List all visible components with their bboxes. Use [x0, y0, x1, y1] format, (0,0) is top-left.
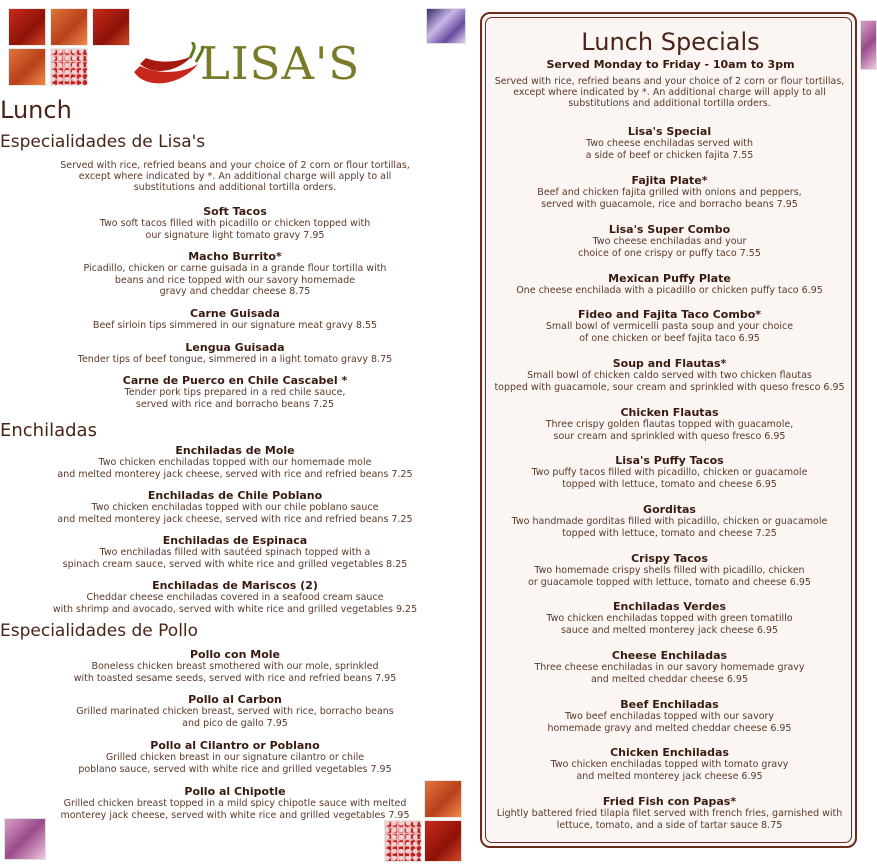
item-name: Pollo al Cilantro or Poblano — [150, 739, 320, 752]
item-name: Soup and Flautas* — [612, 357, 727, 370]
item-description: Two cheese enchiladas and your choice of one crispy or puffy taco 7.55 — [578, 236, 761, 259]
item-name: Chicken Flautas — [620, 406, 719, 419]
item-description: Two homemade crispy shells filled with picadillo, chicken or guacamole topped with lettuce, tomato and cheese 6.95 — [528, 565, 811, 588]
item-description: Grilled chicken breast in our signature cilantro or chile poblano sauce, served with white rice and grilled vegetables 7.95 — [78, 752, 392, 775]
item-description: Two cheese enchiladas served with a side of beef or chicken fajita 7.55 — [585, 138, 754, 161]
specials-title: Lunch Specials — [581, 28, 760, 56]
item-name: Fried Fish con Papas* — [602, 795, 737, 808]
section-title-enchiladas: Enchiladas — [0, 420, 97, 441]
menu-item — [30, 739, 440, 775]
menu-item — [30, 307, 440, 332]
item-description: Grilled chicken breast topped in a mild spicy chipotle sauce with melted monterey jack cheese, served with white rice and grilled vegetables 7.95 — [60, 798, 410, 821]
item-description: Tender tips of beef tongue, simmered in a light tomato gravy 8.75 — [77, 354, 393, 365]
item-name: Macho Burrito* — [188, 250, 282, 263]
item-name: Cheese Enchiladas — [611, 649, 728, 662]
item-name: Fideo and Fajita Taco Combo* — [578, 308, 761, 321]
special-item — [492, 223, 847, 259]
item-name: Fajita Plate* — [631, 174, 708, 187]
decorative-tile — [384, 820, 422, 862]
item-name: Enchiladas de Mariscos (2) — [152, 579, 318, 592]
decorative-tile — [4, 818, 46, 860]
special-item — [492, 503, 847, 539]
item-name: Beef Enchiladas — [620, 698, 719, 711]
menu-item — [30, 579, 440, 615]
special-item — [492, 406, 847, 442]
decorative-tile — [424, 820, 462, 862]
special-item — [492, 272, 847, 297]
menu-item — [30, 205, 440, 241]
special-item — [492, 600, 847, 636]
item-description: One cheese enchilada with a picadillo or chicken puffy taco 6.95 — [516, 285, 823, 296]
item-description: Three crispy golden flautas topped with guacamole, sour cream and sprinkled with queso fresco 6.95 — [545, 419, 794, 442]
item-description: Two puffy tacos filled with picadillo, chicken or guacamole topped with lettuce, tomato and cheese 6.95 — [531, 467, 808, 490]
specials-intro: Served with rice, refried beans and your choice of 2 corn or flour tortillas, except where indicated by *. An additional charge will apply to all substitutions and additional tortilla orders. — [494, 76, 845, 109]
chili-pepper-icon — [126, 42, 206, 92]
menu-item — [30, 489, 440, 525]
menu-item — [30, 444, 440, 480]
special-item — [492, 746, 847, 782]
item-name: Enchiladas Verdes — [612, 600, 726, 613]
item-description: Two chicken enchiladas topped with our homemade mole and melted monterey jack cheese, served with rice and refried beans 7.25 — [57, 457, 413, 480]
special-item — [492, 125, 847, 161]
item-description: Small bowl of chicken caldo served with two chicken flautas topped with guacamole, sour cream and sprinkled with queso fresco 6.95 — [494, 370, 845, 393]
item-name: Lisa's Puffy Tacos — [615, 454, 724, 467]
item-description: Tender pork tips prepared in a red chile sauce, served with rice and borracho beans 7.25 — [124, 387, 346, 410]
special-item — [492, 308, 847, 344]
section-title-pollo: Especialidades de Pollo — [0, 621, 199, 641]
item-description: Two beef enchiladas topped with our savory homemade gravy and melted cheddar cheese 6.95 — [547, 711, 792, 734]
item-name: Lisa's Super Combo — [608, 223, 731, 236]
lunch-specials-panel — [480, 12, 857, 848]
menu-item — [30, 785, 440, 821]
item-name: Chicken Enchiladas — [610, 746, 729, 759]
item-name: Pollo con Mole — [189, 648, 281, 661]
special-item — [492, 454, 847, 490]
special-item — [492, 698, 847, 734]
specials-subtitle: Served Monday to Friday - 10am to 3pm — [546, 58, 795, 71]
section-intro: Served with rice, refried beans and your choice of 2 corn or flour tortillas, except where indicated by *. An additional charge will apply to all substitutions and additional tortilla orders. — [60, 160, 410, 193]
item-name: Enchiladas de Espinaca — [162, 534, 308, 547]
item-name: Soft Tacos — [203, 205, 267, 218]
restaurant-logo — [126, 36, 361, 98]
lunch-title: Lunch — [0, 96, 72, 124]
decorative-tile — [50, 48, 88, 86]
item-description: Two chicken enchiladas topped with our chile poblano sauce and melted monterey jack cheese, served with rice and refried beans 7.25 — [57, 502, 413, 525]
item-name: Pollo al Chipotle — [184, 785, 286, 798]
item-name: Mexican Puffy Plate — [608, 272, 731, 285]
item-name: Carne de Puerco en Chile Cascabel * — [122, 374, 348, 387]
special-item — [492, 552, 847, 588]
decorative-tile — [8, 8, 46, 46]
decorative-tile — [92, 8, 130, 46]
item-description: Two soft tacos filled with picadillo or chicken topped with our signature light tomato gravy 7.95 — [99, 218, 371, 241]
item-description: Two chicken enchiladas topped with tomato gravy and melted monterey jack cheese 6.95 — [550, 759, 789, 782]
item-description: Grilled marinated chicken breast, served with rice, borracho beans and pico de gallo 7.95 — [76, 706, 394, 729]
menu-item — [30, 693, 440, 729]
menu-item — [30, 341, 440, 366]
item-name: Lengua Guisada — [185, 341, 285, 354]
item-description: Beef sirloin tips simmered in our signature meat gravy 8.55 — [92, 320, 378, 331]
item-description: Three cheese enchiladas in our savory homemade gravy and melted cheddar cheese 6.95 — [534, 662, 805, 685]
item-name: Lisa's Special — [627, 125, 712, 138]
special-item — [492, 649, 847, 685]
decorative-tile — [8, 48, 46, 86]
item-description: Cheddar cheese enchiladas covered in a seafood cream sauce with shrimp and avocado, served with white rice and grilled vegetables 9.25 — [52, 592, 418, 615]
item-description: Lightly battered fried tilapia filet served with french fries, garnished with lettuce, tomato, and a side of tartar sauce 8.75 — [496, 808, 843, 831]
item-name: Gorditas — [643, 503, 696, 516]
item-name: Enchiladas de Chile Poblano — [147, 489, 323, 502]
special-item — [492, 795, 847, 831]
item-name: Crispy Tacos — [631, 552, 708, 565]
item-description: Two chicken enchiladas topped with green tomatillo sauce and melted monterey jack cheese 6.95 — [546, 613, 793, 636]
item-name: Carne Guisada — [190, 307, 280, 320]
special-item — [492, 174, 847, 210]
menu-item — [30, 648, 440, 684]
special-item — [492, 357, 847, 393]
item-description: Picadillo, chicken or carne guisada in a grande flour tortilla with beans and rice topped with our savory homemade gravy and cheddar cheese 8.75 — [83, 263, 387, 297]
item-description: Two enchiladas filled with sautéed spinach topped with a spinach cream sauce, served with white rice and grilled vegetables 8.25 — [62, 547, 408, 570]
item-description: Two handmade gorditas filled with picadillo, chicken or guacamole topped with lettuce, tomato and cheese 7.25 — [511, 516, 828, 539]
logo-text: LISA'S — [200, 37, 361, 90]
menu-item — [30, 374, 440, 410]
decorative-tile — [50, 8, 88, 46]
section-title-especialidades: Especialidades de Lisa's — [0, 132, 206, 152]
item-name: Enchiladas de Mole — [175, 444, 295, 457]
menu-item — [30, 534, 440, 570]
menu-item — [30, 250, 440, 298]
decorative-tile — [860, 20, 877, 70]
item-description: Small bowl of vermicelli pasta soup and your choice of one chicken or beef fajita taco 6.95 — [545, 321, 794, 344]
item-description: Beef and chicken fajita grilled with onions and peppers, served with guacamole, rice and borracho beans 7.95 — [537, 187, 802, 210]
item-name: Pollo al Carbon — [188, 693, 282, 706]
decorative-tile — [426, 8, 466, 44]
item-description: Boneless chicken breast smothered with our mole, sprinkled with toasted sesame seeds, served with rice and refried beans 7.95 — [73, 661, 397, 684]
